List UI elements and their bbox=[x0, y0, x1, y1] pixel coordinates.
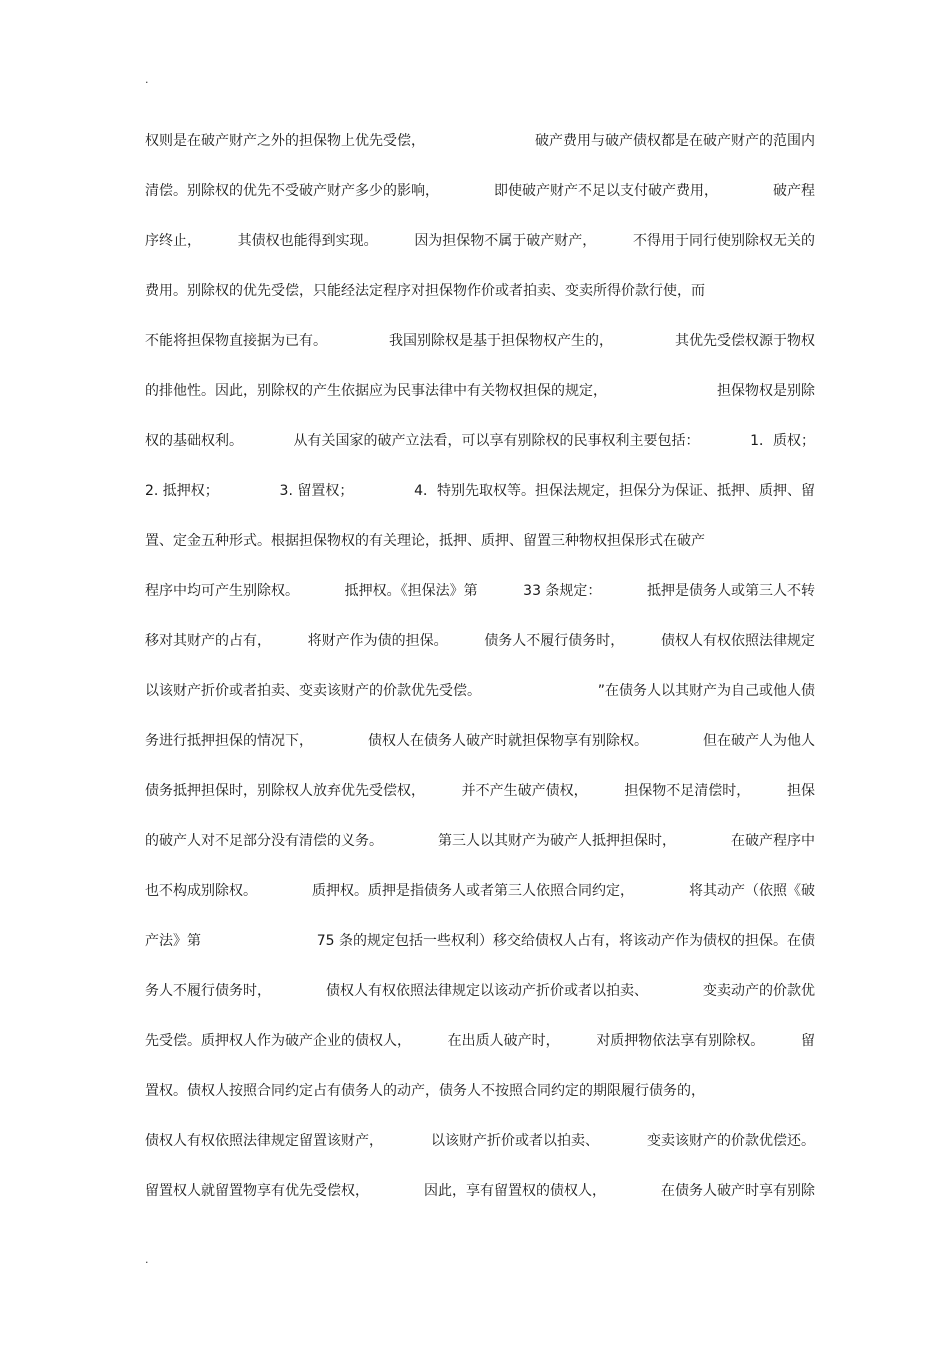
body-text bbox=[145, 129, 815, 1229]
text-line bbox=[145, 429, 815, 479]
text-segment: 权则是在破产财产之外的担保物上优先受偿， bbox=[145, 133, 425, 149]
text-segment: 抵押权。《担保法》第 bbox=[344, 583, 478, 599]
text-segment: 在出质人破产时， bbox=[447, 1033, 560, 1049]
text-segment: 移对其财产的占有， bbox=[145, 633, 271, 649]
text-segment: 3. 留置权； bbox=[279, 483, 354, 499]
text-line bbox=[145, 929, 815, 979]
text-segment: 不得用于同行使别除权无关的 bbox=[632, 233, 815, 249]
footer-marker: . bbox=[145, 1253, 149, 1266]
text-segment: 将财产作为债的担保。 bbox=[307, 633, 448, 649]
text-segment: 的排他性。因此，别除权的产生依据应为民事法律中有关物权担保的规定， bbox=[145, 383, 607, 399]
text-segment: 第三人以其财产为破产人抵押担保时， bbox=[438, 833, 676, 849]
text-segment: 1．质权； bbox=[750, 433, 815, 449]
text-segment: 以该财产折价或者以拍卖、 bbox=[431, 1133, 599, 1149]
text-line bbox=[145, 279, 815, 329]
text-segment: 债权人有权依照法律规定 bbox=[660, 633, 815, 649]
text-segment: 留置权人就留置物享有优先受偿权， bbox=[145, 1183, 369, 1199]
text-line bbox=[145, 729, 815, 779]
text-segment: 债权人有权依照法律规定留置该财产， bbox=[145, 1133, 383, 1149]
text-segment: 的破产人对不足部分没有清偿的义务。 bbox=[145, 833, 383, 849]
text-line bbox=[145, 1079, 815, 1129]
text-line bbox=[145, 129, 815, 179]
text-segment: 费用。别除权的优先受偿，只能经法定程序对担保物作价或者拍卖、变卖所得价款行使，而 bbox=[145, 283, 705, 299]
text-segment: 债务抵押担保时，别除权人放弃优先受偿权， bbox=[145, 783, 425, 799]
text-segment: 但在破产人为他人 bbox=[703, 733, 815, 749]
text-line bbox=[145, 1179, 815, 1229]
text-segment: 即使破产财产不足以支付破产费用， bbox=[494, 183, 718, 199]
text-line bbox=[145, 479, 815, 529]
text-segment: 担保物不足清偿时， bbox=[624, 783, 751, 799]
text-line bbox=[145, 879, 815, 929]
text-line bbox=[145, 179, 815, 229]
text-line bbox=[145, 379, 815, 429]
text-line bbox=[145, 1029, 815, 1079]
text-line bbox=[145, 529, 815, 579]
text-segment: 变卖该财产的价款优偿还。 bbox=[647, 1133, 815, 1149]
text-segment: 破产程 bbox=[773, 183, 815, 199]
text-line bbox=[145, 779, 815, 829]
text-line bbox=[145, 829, 815, 879]
text-segment: 序终止， bbox=[145, 233, 201, 249]
text-segment: 也不构成别除权。 bbox=[145, 883, 257, 899]
text-segment: 先受偿。质押权人作为破产企业的债权人， bbox=[145, 1033, 411, 1049]
text-segment: 变卖动产的价款优 bbox=[703, 983, 815, 999]
text-line bbox=[145, 1129, 815, 1179]
text-segment: 其优先受偿权源于物权 bbox=[675, 333, 815, 349]
text-segment: 债权人有权依照法律规定以该动产折价或者以拍卖、 bbox=[326, 983, 648, 999]
text-segment: 4．特别先取权等。担保法规定，担保分为保证、抵押、质押、留 bbox=[414, 483, 815, 499]
text-line bbox=[145, 979, 815, 1029]
text-line bbox=[145, 679, 815, 729]
text-segment: 对质押物依法享有别除权。 bbox=[596, 1033, 765, 1049]
text-line bbox=[145, 329, 815, 379]
text-segment: 程序中均可产生别除权。 bbox=[145, 583, 299, 599]
text-segment: 在债务人破产时享有别除 bbox=[661, 1183, 815, 1199]
text-segment: 并不产生破产债权， bbox=[461, 783, 588, 799]
text-segment: 33 条规定： bbox=[523, 583, 602, 599]
text-segment: 将其动产（依照《破 bbox=[689, 883, 815, 899]
text-segment: 以该财产折价或者拍卖、变卖该财产的价款优先受偿。 bbox=[145, 683, 481, 699]
text-segment: 担保物权是别除 bbox=[717, 383, 815, 399]
text-segment: 质押权。质押是指债务人或者第三人依照合同约定， bbox=[312, 883, 634, 899]
text-segment: 债权人在债务人破产时就担保物享有别除权。 bbox=[368, 733, 648, 749]
text-segment: 产法》第 bbox=[145, 933, 201, 949]
text-line bbox=[145, 579, 815, 629]
header-marker: . bbox=[145, 73, 149, 86]
text-segment: ”在债务人以其财产为自己或他人债 bbox=[597, 683, 815, 699]
text-segment: 因此，享有留置权的债权人， bbox=[424, 1183, 606, 1199]
text-segment: 置权。债权人按照合同约定占有债务人的动产，债务人不按照合同约定的期限履行债务的， bbox=[145, 1083, 705, 1099]
text-segment: 破产费用与破产债权都是在破产财产的范围内 bbox=[535, 133, 815, 149]
text-line bbox=[145, 629, 815, 679]
text-segment: 其债权也能得到实现。 bbox=[237, 233, 378, 249]
text-segment: 75 条的规定包括一些权利）移交给债权人占有，将该动产作为债权的担保。在债 bbox=[316, 933, 815, 949]
text-segment: 不能将担保物直接据为已有。 bbox=[145, 333, 327, 349]
text-segment: 留 bbox=[800, 1033, 815, 1049]
text-segment: 我国别除权是基于担保物权产生的， bbox=[389, 333, 613, 349]
text-segment: 清偿。别除权的优先不受破产财产多少的影响， bbox=[145, 183, 439, 199]
text-segment: 务进行抵押担保的情况下， bbox=[145, 733, 313, 749]
text-segment: 置、定金五种形式。根据担保物权的有关理论，抵押、质押、留置三种物权担保形式在破产 bbox=[145, 533, 705, 549]
text-segment: 权的基础权利。 bbox=[145, 433, 243, 449]
text-segment: 担保 bbox=[786, 783, 815, 799]
text-segment: 从有关国家的破产立法看，可以享有别除权的民事权利主要包括： bbox=[293, 433, 700, 449]
text-segment: 抵押是债务人或第三人不转 bbox=[647, 583, 815, 599]
text-segment: 因为担保物不属于破产财产， bbox=[414, 233, 597, 249]
text-segment: 在破产程序中 bbox=[731, 833, 815, 849]
text-segment: 债务人不履行债务时， bbox=[484, 633, 625, 649]
text-line bbox=[145, 229, 815, 279]
text-segment: 2. 抵押权； bbox=[145, 483, 219, 499]
text-segment: 务人不履行债务时， bbox=[145, 983, 271, 999]
